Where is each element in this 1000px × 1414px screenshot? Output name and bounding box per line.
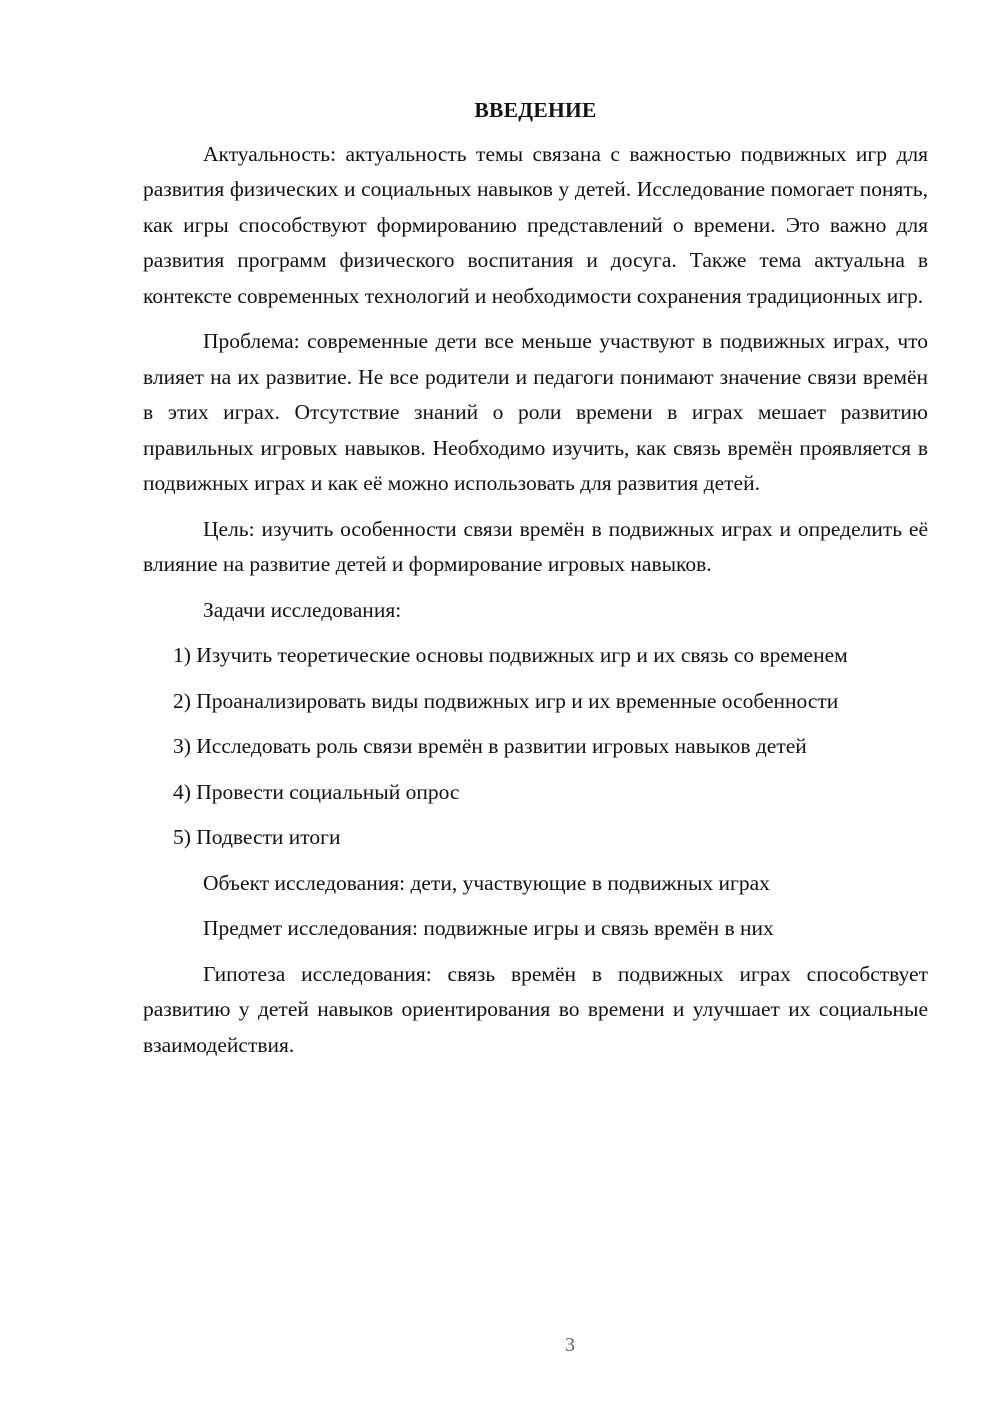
problem-paragraph: Проблема: современные дети все меньше участвуют в подвижных играх, что влияет на их развитие. Не все родители и педагоги понимают значение связи времён в этих играх. Отсутствие знаний о роли времени в играх мешает развитию правильных игровых навыков. Необходимо изучить, как связь времён проявляется в подвижных играх и как её можно использовать для развития детей. <box>143 329 928 495</box>
tasks-list <box>143 638 928 856</box>
subject-paragraph: Предмет исследования: подвижные игры и связь времён в них <box>203 916 774 940</box>
task-item: 5) Подвести итоги <box>173 825 341 849</box>
page-content <box>143 93 928 1073</box>
tasks-heading: Задачи исследования: <box>203 597 402 622</box>
task-item: 1) Изучить теоретические основы подвижных игр и их связь со временем <box>173 643 848 667</box>
task-item: 4) Провести социальный опрос <box>173 779 460 804</box>
page-number: 3 <box>565 1334 575 1356</box>
task-item: 3) Исследовать роль связи времён в развитии игровых навыков детей <box>173 734 807 758</box>
goal-paragraph: Цель: изучить особенности связи времён в подвижных играх и определить её влияние на развитие детей и формирование игровых навыков. <box>143 516 928 576</box>
page-title: ВВЕДЕНИЕ <box>474 98 597 122</box>
hypothesis-paragraph: Гипотеза исследования: связь времён в подвижных играх способствует развитию у детей навыков ориентирования во времени и улучшает их социальные взаимодействия. <box>143 961 928 1057</box>
relevance-paragraph: Актуальность: актуальность темы связана с важностью подвижных игр для развития физических и социальных навыков у детей. Исследование помогает понять, как игры способствуют формированию представлений о времени. Это важно для развития программ физического воспитания и досуга. Также тема актуальна в контексте современных технологий и необходимости сохранения традиционных игр. <box>143 141 928 308</box>
task-item: 2) Проанализировать виды подвижных игр и их временные особенности <box>173 688 839 713</box>
object-paragraph: Объект исследования: дети, участвующие в подвижных играх <box>203 870 770 895</box>
